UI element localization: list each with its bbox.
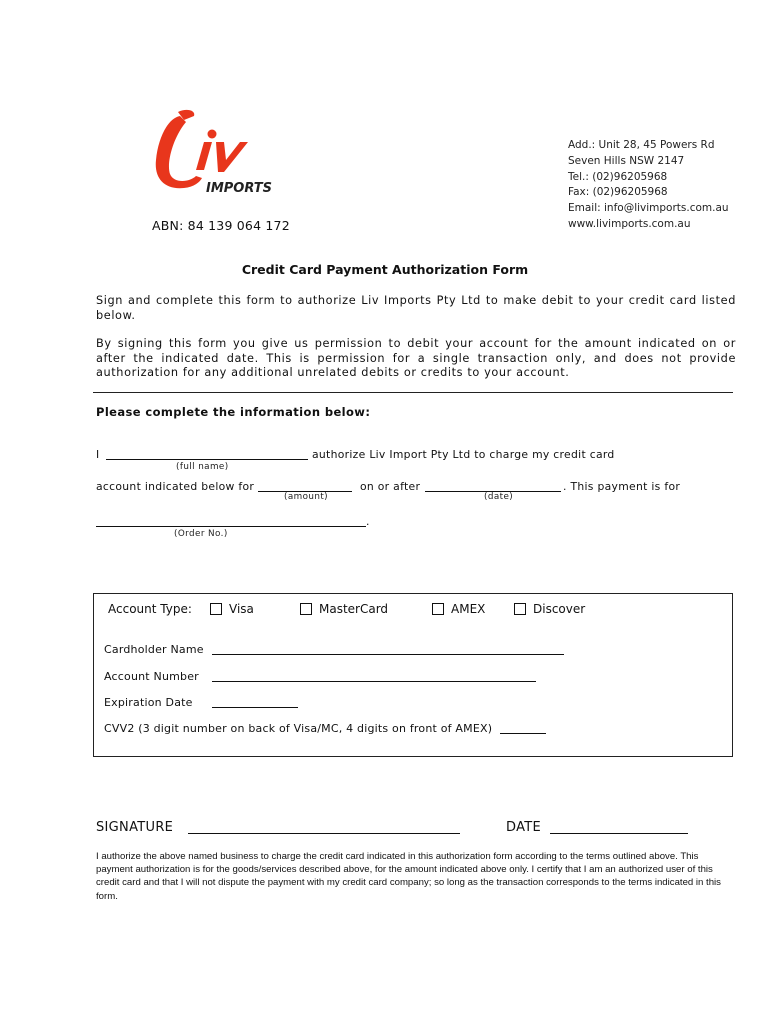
cvv2-field[interactable] bbox=[500, 733, 546, 734]
expiration-date-label: Expiration Date bbox=[104, 696, 193, 709]
logo-imports-text: IMPORTS bbox=[206, 181, 273, 196]
please-complete-heading: Please complete the information below: bbox=[96, 405, 371, 419]
abn-number: ABN: 84 139 064 172 bbox=[152, 218, 290, 233]
full-name-field[interactable] bbox=[106, 459, 308, 460]
date-caption: (date) bbox=[484, 492, 514, 502]
company-logo bbox=[150, 108, 290, 200]
discover-label: Discover bbox=[533, 602, 586, 616]
account-type-label: Account Type: bbox=[108, 602, 192, 616]
section-divider bbox=[93, 392, 733, 393]
mastercard-label: MasterCard bbox=[319, 602, 389, 616]
expiration-date-field[interactable] bbox=[212, 707, 298, 708]
contact-phone: Tel.: (02)96205968 bbox=[568, 170, 668, 183]
liv-imports-logo-graphic bbox=[150, 108, 290, 200]
line1-middle: authorize Liv Import Pty Ltd to charge my credit card bbox=[312, 448, 615, 461]
order-number-field[interactable] bbox=[96, 526, 366, 527]
contact-fax: Fax: (02)96205968 bbox=[568, 186, 668, 199]
line1-prefix: I bbox=[96, 448, 100, 461]
line2-prefix: account indicated below for bbox=[96, 480, 255, 493]
account-number-label: Account Number bbox=[104, 670, 199, 683]
date-label: DATE bbox=[506, 820, 542, 835]
cardholder-name-label: Cardholder Name bbox=[104, 643, 204, 656]
amex-label: AMEX bbox=[451, 602, 486, 616]
cvv2-label: CVV2 (3 digit number on back of Visa/MC, 4 digits on front of AMEX) bbox=[104, 722, 493, 735]
visa-label: Visa bbox=[229, 602, 254, 616]
amount-caption: (amount) bbox=[284, 492, 329, 502]
contact-email: Email: info@livimports.com.au bbox=[568, 202, 729, 215]
form-title: Credit Card Payment Authorization Form bbox=[241, 262, 529, 277]
amex-checkbox[interactable] bbox=[432, 603, 444, 615]
signature-label: SIGNATURE bbox=[96, 820, 174, 835]
intro-paragraph-2: By signing this form you give us permission to debit your account for the amount indicated on or after the indicated date. This is permission for a single transaction only, and does not provide authorization for any additional unrelated debits or credits to your account. bbox=[96, 337, 736, 380]
signature-date-field[interactable] bbox=[550, 833, 688, 834]
company-contact-block bbox=[568, 138, 729, 233]
intro-paragraph-1: Sign and complete this form to authorize Liv Imports Pty Ltd to make debit to your credit card listed below. bbox=[96, 294, 736, 322]
order-number-caption: (Order No.) bbox=[174, 529, 228, 539]
line3-suffix: . bbox=[366, 515, 370, 528]
mastercard-checkbox[interactable] bbox=[300, 603, 312, 615]
authorization-statement: I authorize the above named business to charge the credit card indicated in this authorization form according to the terms outlined above. This payment authorization is for the goods/services described above, for the amount indicated above only. I certify that I am an authorized user of this credit card and that I will not dispute the payment with my credit card company; so long as the transaction corresponds to the terms indicated in this form. bbox=[96, 851, 721, 902]
discover-checkbox[interactable] bbox=[514, 603, 526, 615]
line2-mid: on or after bbox=[360, 480, 421, 493]
contact-suburb: Seven Hills NSW 2147 bbox=[568, 154, 685, 167]
account-number-field[interactable] bbox=[212, 681, 536, 682]
cardholder-name-field[interactable] bbox=[212, 654, 564, 655]
contact-address: Add.: Unit 28, 45 Powers Rd bbox=[568, 139, 715, 151]
contact-website: www.livimports.com.au bbox=[568, 217, 691, 230]
signature-field[interactable] bbox=[188, 833, 460, 834]
line2-suffix: . This payment is for bbox=[563, 480, 681, 493]
visa-checkbox[interactable] bbox=[210, 603, 222, 615]
full-name-caption: (full name) bbox=[176, 462, 229, 472]
